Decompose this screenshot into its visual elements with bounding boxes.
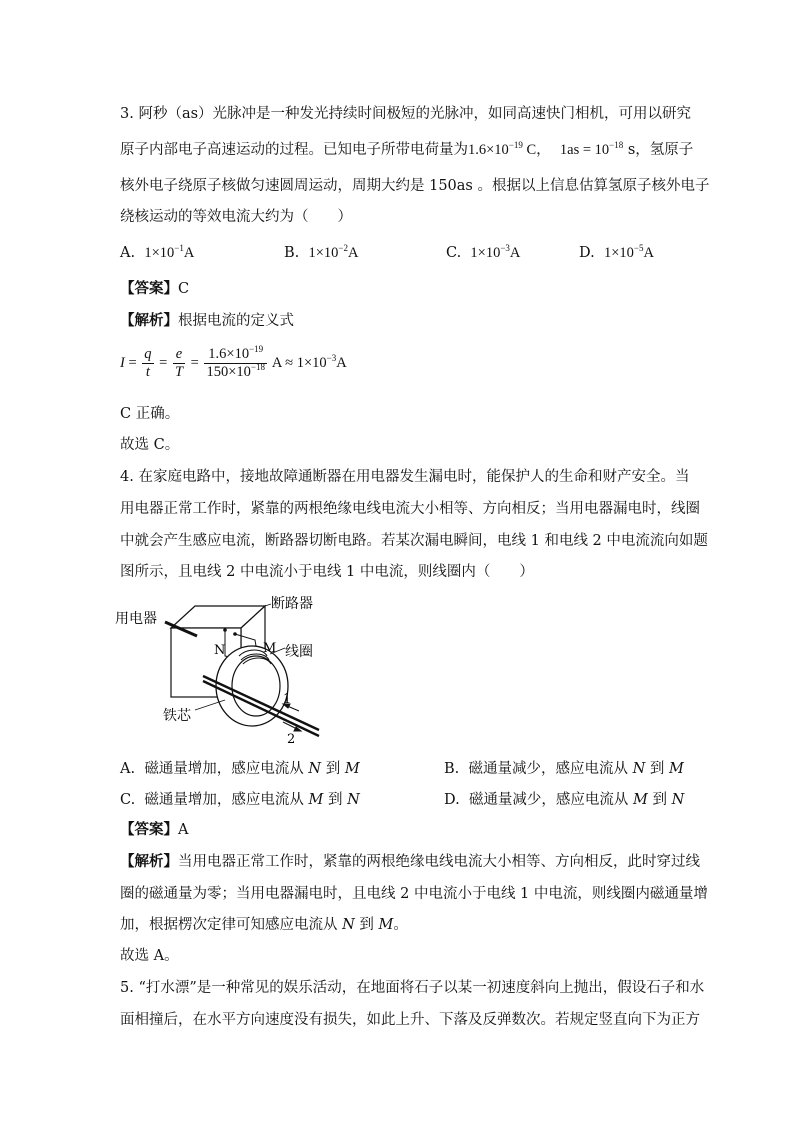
q5-stem-line-2: 面相撞后，在水平方向速度没有损失，如此上升、下落及反弹数次。若规定竖直向下为正方: [120, 1012, 700, 1028]
q3-stem-line-1: 3. 阿秒（as）光脉冲是一种发光持续时间极短的光脉冲，如同高速快门相机，可用以研究: [120, 106, 692, 122]
q3-option-a[interactable]: A. $1\times 10^{-1}A$: [120, 243, 195, 261]
q4-stem-line-2: 用电器正常工作时，紧靠的两根绝缘电线电流大小相等、方向相反；当用电器漏电时，线圈: [120, 501, 700, 517]
label-n: N: [214, 643, 226, 658]
q5-stem-line-1: 5. “打水漂”是一种常见的娱乐活动，在地面将石子以某一初速度斜向上抛出，假设石子和水: [120, 980, 705, 996]
label-m: M: [263, 641, 277, 656]
q3-choose: 故选 C。: [120, 437, 180, 453]
q4-stem-line-4: 图所示，且电线 2 中电流小于电线 1 中电流，则线圈内（ ）: [120, 564, 534, 580]
label-wire-1: 1: [283, 692, 292, 707]
q3-stem-line-3: 核外电子绕原子核做匀速圆周运动，周期大约是 150as 。根据以上信息估算氢原子核外电子: [120, 178, 710, 194]
q4-option-a[interactable]: A. 磁通量增加，感应电流从 N 到 M: [120, 761, 360, 777]
q4-analysis-line-2: 圈的磁通量为零；当用电器漏电时，且电线 2 中电流小于电线 1 中电流，则线圈内磁通量增: [120, 886, 708, 902]
q3-option-b[interactable]: B. $1\times 10^{-2}A$: [284, 243, 359, 261]
q4-analysis-line-3: 加，根据楞次定律可知感应电流从 N 到 M。: [120, 917, 408, 933]
q3-stem-line-4: 绕核运动的等效电流大约为（ ）: [120, 209, 352, 225]
q4-answer: 【答案】A: [120, 822, 189, 838]
q4-figure: [115, 590, 340, 750]
q4-stem-line-1: 4. 在家庭电路中，接地故障通断器在用电器发生漏电时，能保护人的生命和财产安全。当: [120, 469, 690, 485]
q4-option-b[interactable]: B. 磁通量减少，感应电流从 N 到 M: [444, 761, 684, 777]
q4-analysis-line-1: 【解析】当用电器正常工作时，紧靠的两根绝缘电线电流大小相等、方向相反，此时穿过线: [120, 854, 700, 870]
label-core: 铁芯: [163, 708, 191, 724]
label-coil: 线圈: [285, 644, 313, 660]
q4-choose: 故选 A。: [120, 948, 179, 964]
q4-option-d[interactable]: D. 磁通量减少，感应电流从 M 到 N: [444, 792, 685, 808]
label-appliance: 用电器: [115, 611, 157, 627]
q3-answer: 【答案】C: [120, 281, 190, 297]
q3-formula: I = $\frac{q}{t}$ = $\frac{e}{T}$ = $\frac{1.6\times 10^{-19}}{150\times 10^{-18}}$ $A \approx 1\times 10^{-3}A$: [120, 344, 347, 380]
label-wire-2: 2: [287, 732, 296, 747]
q4-stem-line-3: 中就会产生感应电流，断路器切断电路。若某次漏电瞬间，电线 1 和电线 2 中电流流向如题: [120, 533, 708, 549]
q3-analysis: 【解析】根据电流的定义式: [120, 313, 294, 329]
q3-option-c[interactable]: C. $1\times 10^{-3}A$: [446, 243, 521, 261]
label-breaker: 断路器: [271, 596, 313, 612]
q4-option-c[interactable]: C. 磁通量增加，感应电流从 M 到 N: [120, 792, 360, 808]
q3-option-d[interactable]: D. $1\times 10^{-5}A$: [579, 243, 654, 261]
q3-conclusion: C 正确。: [120, 406, 180, 422]
q3-stem-line-2: 原子内部电子高速运动的过程。已知电子所带电荷量为$1.6\times 10^{-19}$ C， $1as = 10^{-18}$ s，氢原子: [120, 140, 694, 158]
